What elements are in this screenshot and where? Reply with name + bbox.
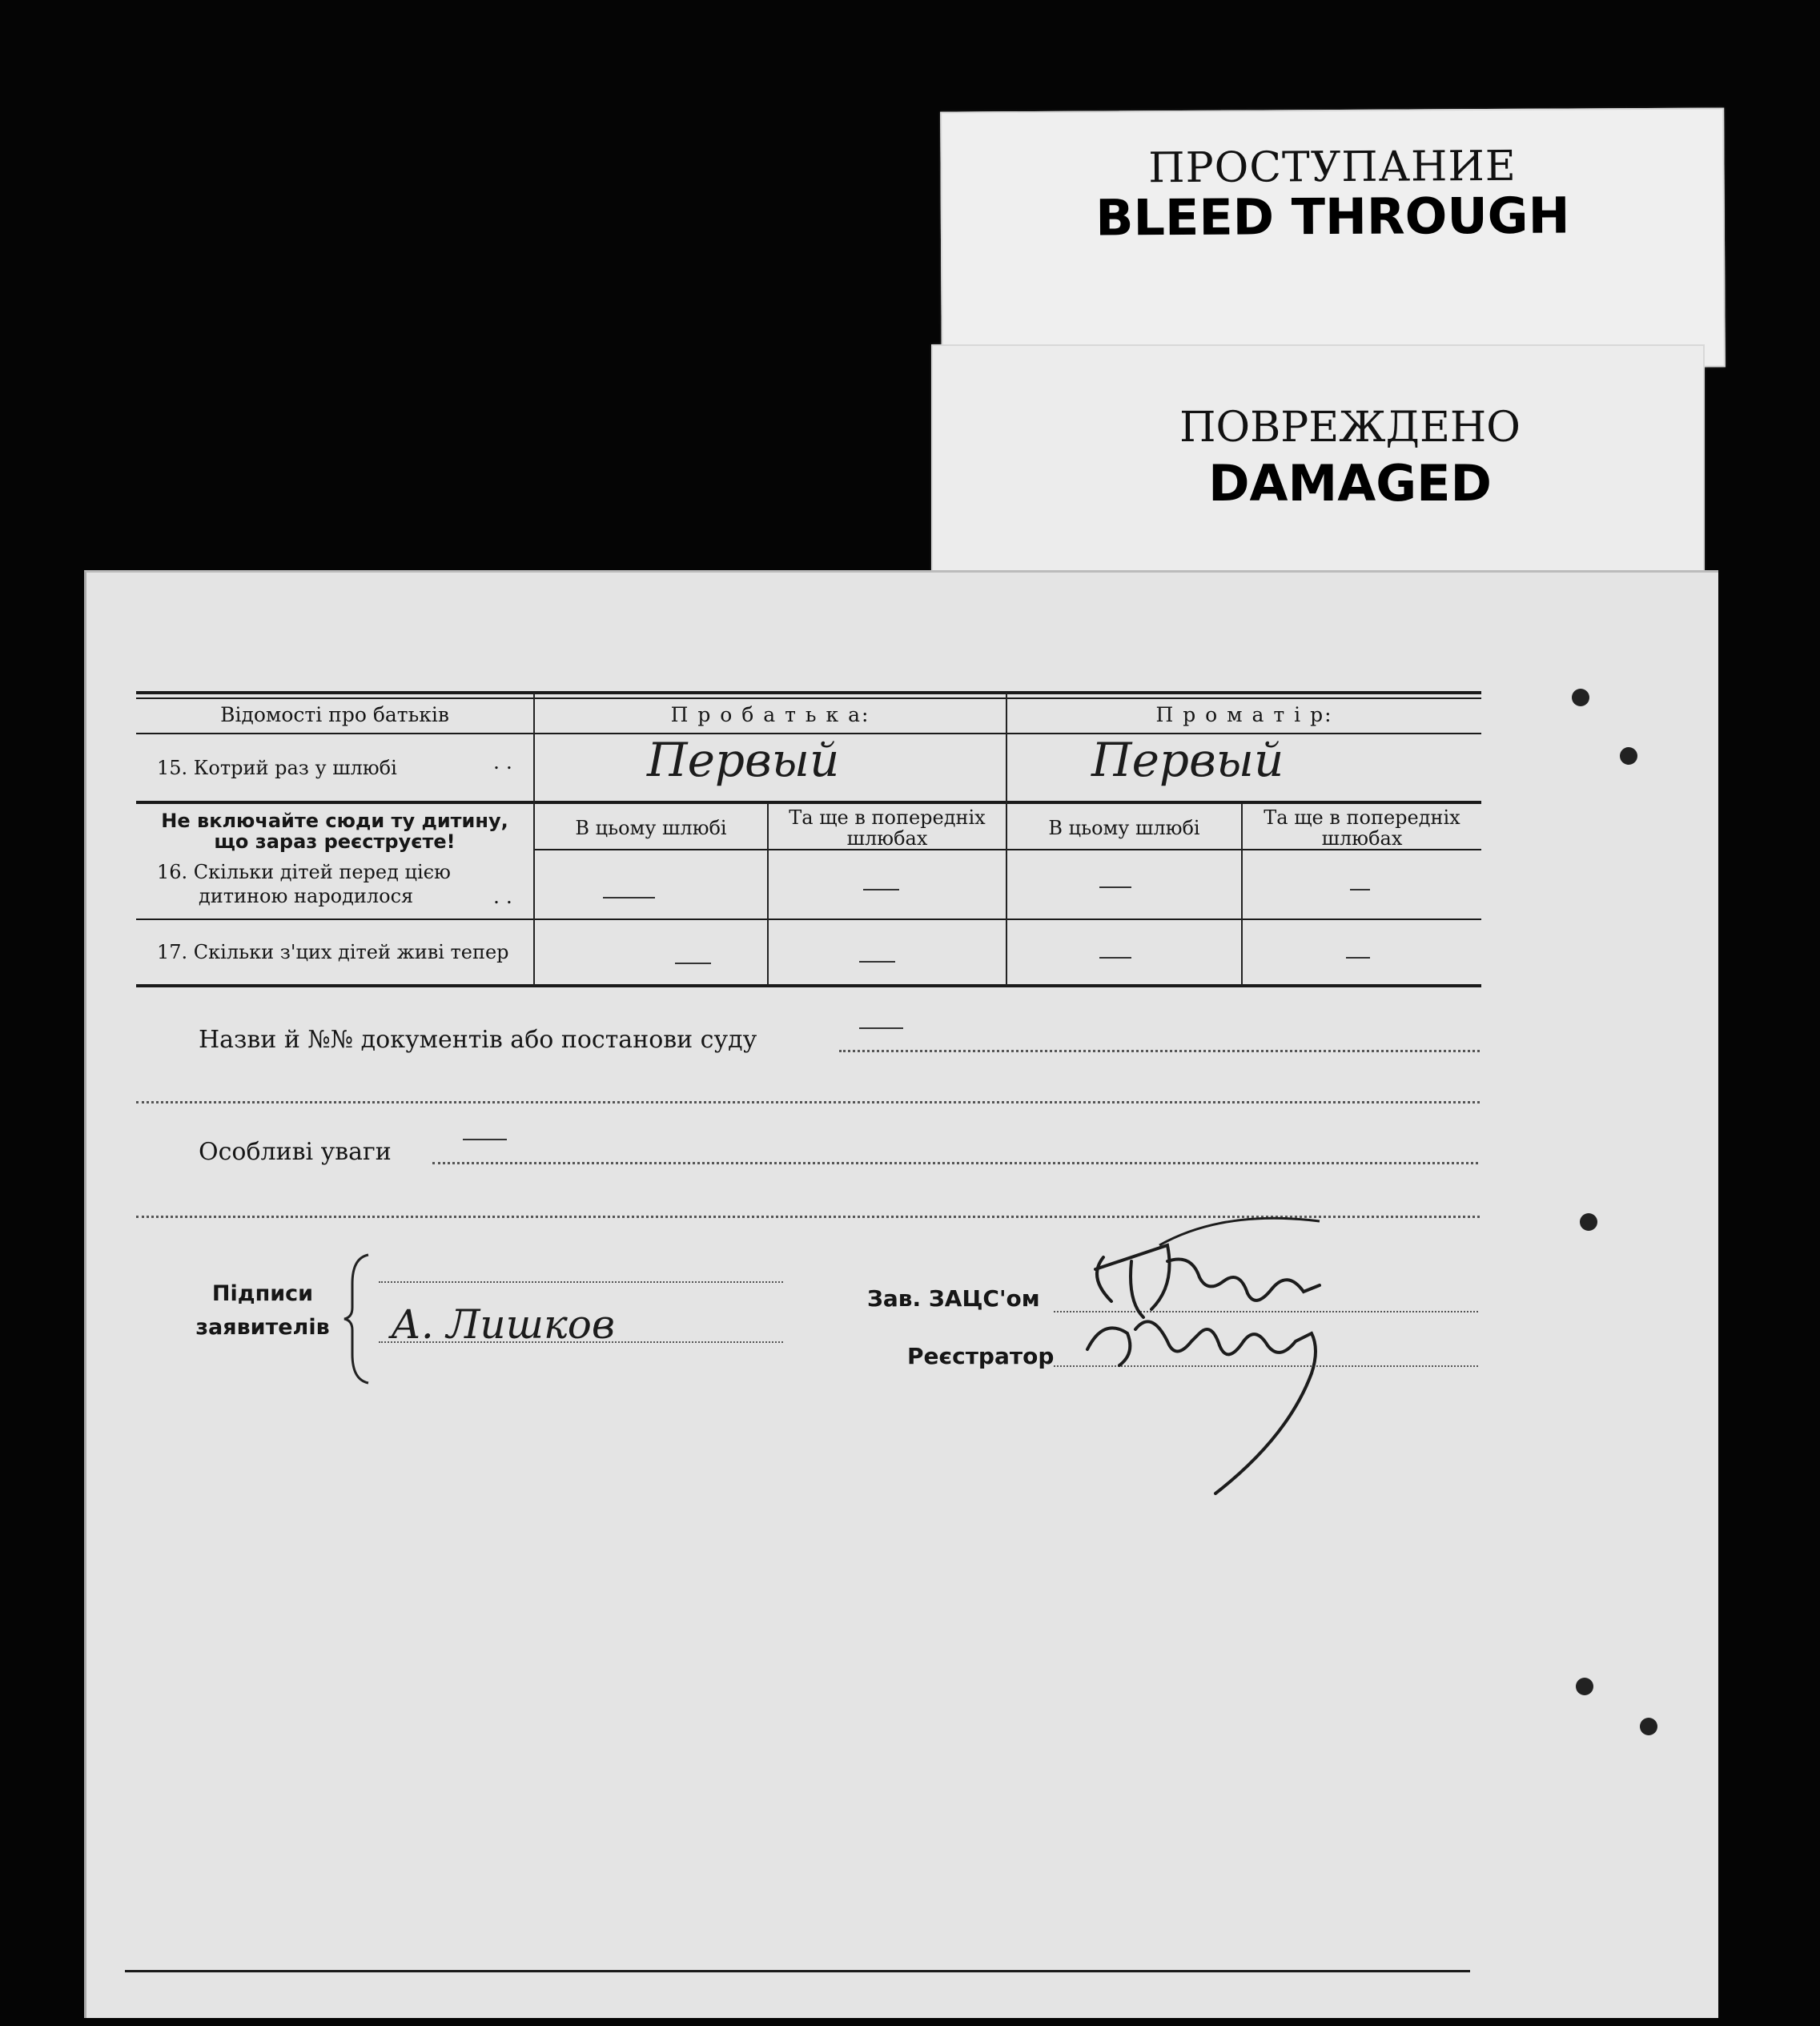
row16-mother-this-dash (1099, 886, 1131, 888)
signatures-brace (341, 1252, 373, 1386)
row15-leader-dots: . . (493, 750, 512, 774)
damaged-label (931, 344, 1705, 588)
table-top-border (136, 691, 1481, 694)
damaged-label-ru: ПОВРЕЖДЕНО (1179, 404, 1521, 452)
header-parents-info: Відомості про батьків (220, 703, 449, 726)
mother-this-marriage-header: В цьому шлюбі (1048, 817, 1200, 839)
document-sheet (84, 570, 1718, 2018)
note-exclude-line1: Не включайте сюди ту дитину, (161, 810, 508, 832)
punch-hole-2 (1620, 747, 1637, 765)
row17-father-this-dash (675, 963, 711, 964)
punch-hole-4 (1576, 1678, 1593, 1695)
damaged-label-en: DAMAGED (1208, 454, 1492, 513)
bleed-through-label-en: BLEED THROUGH (1095, 186, 1570, 247)
table-top-border-inner (136, 697, 1481, 699)
table-col-divider-1 (533, 693, 535, 986)
bleed-through-label (940, 107, 1726, 371)
row17-father-prev-dash (859, 961, 895, 963)
row15-label: 15. Котрий раз у шлюбі (157, 757, 397, 779)
bleed-through-label-ru: ПРОСТУПАНИЕ (1148, 142, 1517, 193)
father-prev-marriages-header-line1: Та ще в попередніх (789, 806, 986, 829)
row17-mother-this-dash (1099, 957, 1131, 959)
notes-line (432, 1162, 1478, 1164)
row16-father-this-dash (603, 897, 655, 898)
row15-father-value: Первый (647, 733, 840, 787)
table-row16-divider (136, 919, 1481, 920)
note-exclude-line2: що зараз реєструєте! (214, 830, 456, 853)
notes-dash (463, 1139, 507, 1140)
documents-label: Назви й №№ документів або постанови суду (199, 1026, 757, 1054)
punch-hole-1 (1572, 689, 1589, 706)
header-about-father: П р о б а т ь к а: (670, 703, 870, 726)
punch-hole-5 (1640, 1718, 1657, 1735)
punch-hole-3 (1580, 1213, 1597, 1231)
table-row15-divider (136, 801, 1481, 804)
row17-mother-prev-dash (1346, 957, 1370, 959)
head-of-registry-label: Зав. ЗАЦС'ом (867, 1285, 1040, 1312)
row16-leader-dots: . . (493, 885, 512, 908)
signatures-label-line1: Підписи (211, 1281, 314, 1306)
documents-dash (859, 1027, 903, 1029)
header-about-mother: П р о м а т і р: (1155, 703, 1333, 726)
documents-line (839, 1050, 1480, 1052)
father-prev-marriages-header-line2: шлюбах (846, 827, 928, 850)
applicant-line-1 (379, 1281, 783, 1283)
row16-label-line2: дитиною народилося (199, 885, 414, 907)
official-signatures-image (1055, 1213, 1440, 1517)
father-this-marriage-header: В цьому шлюбі (575, 817, 727, 839)
registrar-label: Реєстратор (907, 1343, 1055, 1369)
row17-label: 17. Скільки з'цих дітей живі тепер (157, 941, 509, 963)
sheet-bottom-rule (125, 1970, 1470, 1972)
applicant-signature: А. Лишков (391, 1301, 616, 1348)
mother-prev-marriages-header-line2: шлюбах (1321, 827, 1403, 850)
signatures-label-line2: заявителів (195, 1315, 330, 1340)
row16-label-line1: 16. Скільки дітей перед цією (157, 861, 451, 883)
row16-father-prev-dash (863, 889, 899, 890)
row16-mother-prev-dash (1350, 889, 1370, 890)
row15-mother-value: Первый (1091, 733, 1284, 787)
table-col-divider-2 (1006, 693, 1007, 986)
notes-label: Особливі уваги (199, 1138, 392, 1166)
mother-prev-marriages-header-line1: Та ще в попередніх (1264, 806, 1460, 829)
table-bottom-border (136, 984, 1481, 987)
documents-line-2 (136, 1101, 1480, 1103)
